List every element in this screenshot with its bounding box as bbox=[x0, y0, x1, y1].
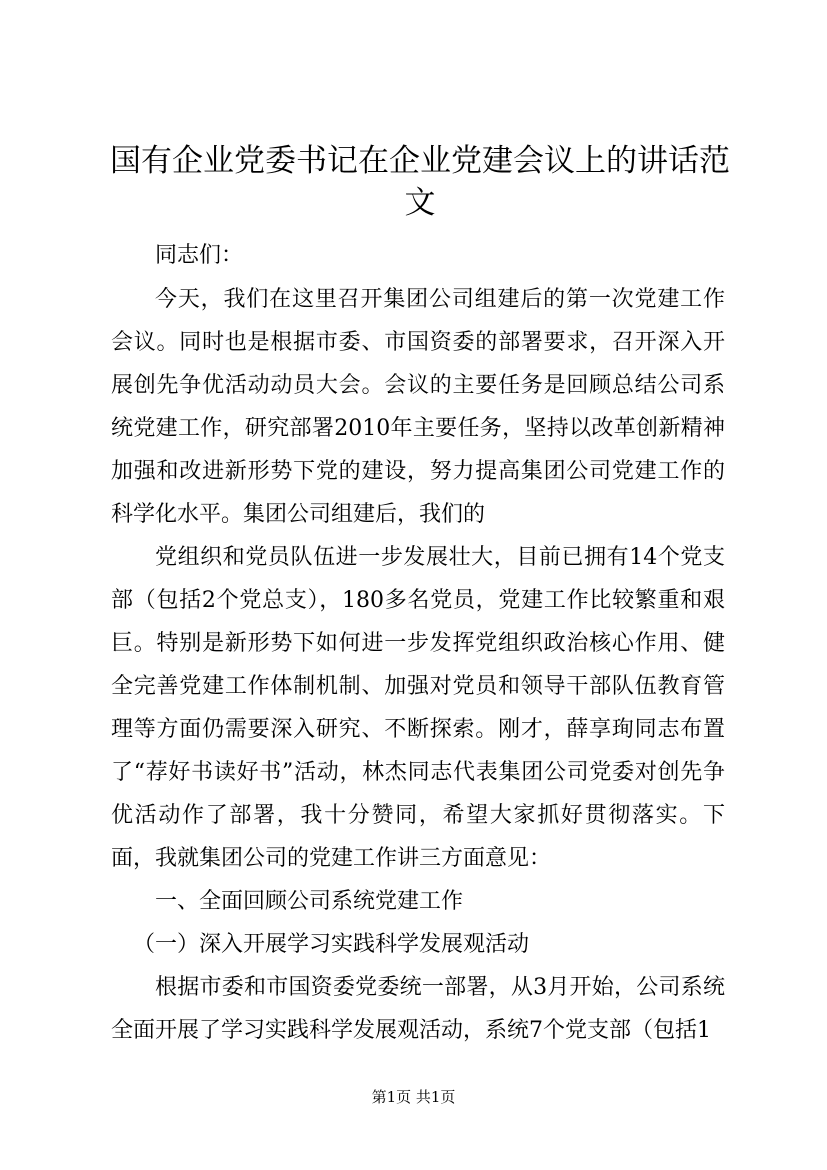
document-title: 国有企业党委书记在企业党建会议上的讲话范文 bbox=[110, 143, 730, 221]
paragraph-2: 党组织和党员队伍进一步发展壮大，目前已拥有14个党支部（包括2个党总支），180多名党员，党建工作比较繁重和艰巨。特别是新形势下如何进一步发挥党组织政治核心作用、健全完善党建工作体制机制、加强对党员和领导干部队伍教育管理等方面仍需要深入研究、不断探索。刚才，薛享珣同志布置了“荐好书读好书”活动，林杰同志代表集团公司党委对创先争优活动作了部署，我十分赞同，希望大家抓好贯彻落实。下面，我就集团公司的党建工作讲三方面意见： bbox=[111, 545, 725, 871]
paragraph-1: 今天，我们在这里召开集团公司组建后的第一次党建工作会议。同时也是根据市委、市国资委的部署要求，召开深入开展创先争优活动动员大会。会议的主要任务是回顾总结公司系统党建工作，研究部署2010年主要任务，坚持以改革创新精神加强和改进新形势下党的建设，努力提高集团公司党建工作的科学化水平。集团公司组建后，我们的 bbox=[111, 287, 725, 527]
page-number-footer: 第1页 共1页 bbox=[371, 1088, 456, 1106]
paragraph-3: 根据市委和市国资委党委统一部署，从3月开始，公司系统全面开展了学习实践科学发展观活动，系统7个党支部（包括1 bbox=[111, 975, 725, 1043]
section-heading: 一、全面回顾公司系统党建工作 bbox=[155, 889, 464, 914]
salutation: 同志们： bbox=[155, 243, 244, 268]
document-body bbox=[111, 234, 725, 1052]
subsection-heading: （一）深入开展学习实践科学发展观活动 bbox=[133, 932, 530, 957]
